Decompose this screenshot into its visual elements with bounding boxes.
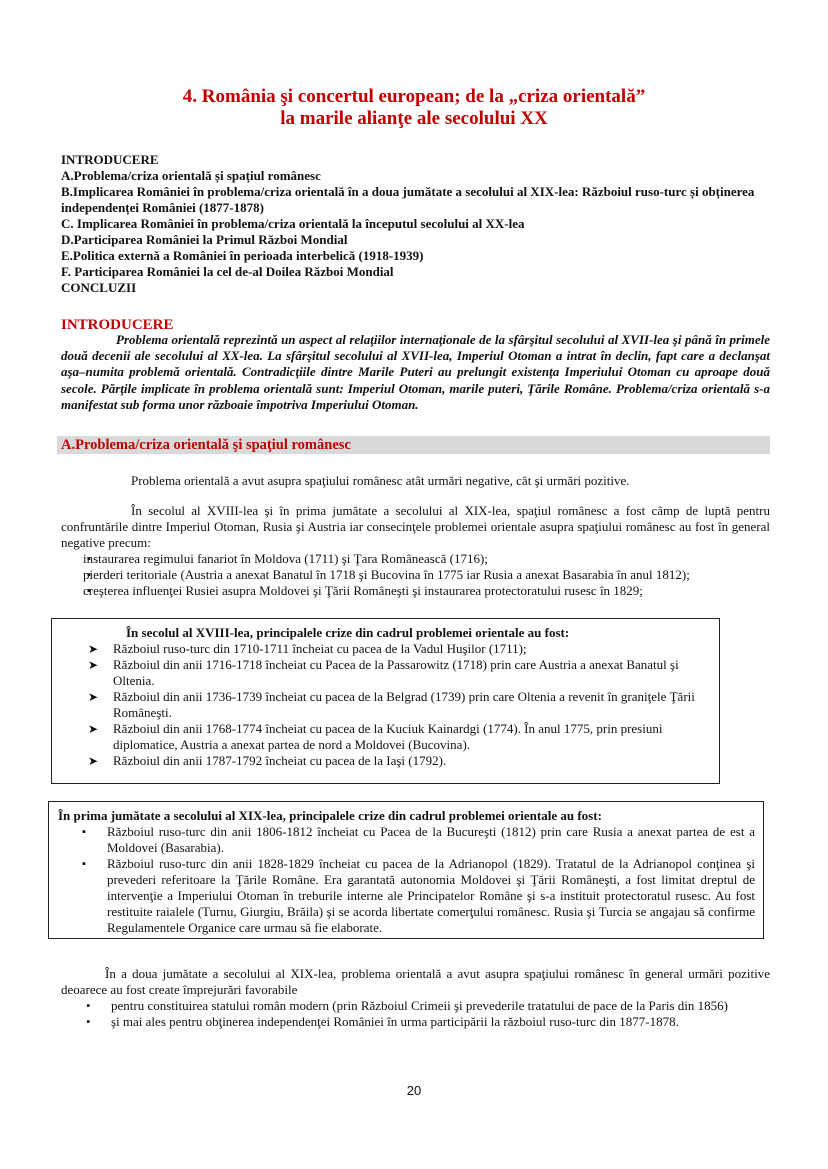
list-item-text: Războiul din anii 1716-1718 încheiat cu Pacea de la Passarowitz (1718) prin care Austria a anexat Banatul şi Oltenia.	[113, 657, 679, 688]
section-a-paragraph-1: Problema orientală a avut asupra spaţiului românesc atât urmări negative, cât şi urmări pozitive.	[131, 473, 630, 488]
list-item-text: Războiul ruso-turc din anii 1806-1812 încheiat cu Pacea de la Bucureşti (1812) prin care Rusia a anexat partea de est a Moldovei (Basarabia).	[107, 824, 755, 855]
dot-bullet-icon: •	[86, 1014, 91, 1029]
list-item-text: instaurarea regimului fanariot în Moldova (1711) şi Ţara Românească (1716);	[83, 551, 488, 566]
list-item	[80, 824, 755, 856]
introduction-paragraph: Problema orientală reprezintă un aspect al relaţiilor internaţionale de la sfârşitul secolului al XVII-lea şi până în primele două decenii ale secolului al XX-lea. La sfârşitul secolului al XVII-lea, Imperiul Otoman a intrat în declin, fapt care a declanşat aşa–numita problemă orientală. Contradicţiile dintre Marile Puteri au prelungit existenţa Imperiului Otoman cu aproape două secole. Părţile implicate în problema orientală sunt: Imperiul Otoman, marile puteri, Ţările Române. Problema/criza orientală s-a manifestat sub forma unor războaie împotriva Imperiului Otoman.	[61, 332, 770, 412]
box1-heading: În secolul al XVIII-lea, principalele crize din cadrul problemei orientale au fost:	[126, 625, 570, 640]
list-item-text: Războiul din anii 1787-1792 încheiat cu pacea de la Iaşi (1792).	[113, 753, 447, 768]
box2-heading: În prima jumătate a secolului al XIX-lea, principalele crize din cadrul problemei orientale au fost:	[58, 808, 602, 823]
list-item	[61, 567, 770, 583]
introduction-heading: INTRODUCERE	[61, 317, 174, 333]
toc-item: A.Problema/criza orientală și spațiul românesc	[61, 168, 321, 183]
toc-item: D.Participarea României la Primul Război Mondial	[61, 232, 348, 247]
list-item	[88, 753, 710, 769]
dot-bullet-icon: •	[86, 998, 91, 1013]
list-item-text: Războiul ruso-turc din anii 1828-1829 încheiat cu pacea de la Adrianopol (1829). Tratatul de la Adrianopol conţinea şi prevederi referitoare la Ţările Române. Era garantată autonomia Moldovei şi Ţării Româneşti, a fost limitat dreptul de intervenţie a Imperiului Otoman în treburile interne ale Principatelor Române şi s-a instituit protectoratul rusesc. Au fost restituite raialele (Turnu, Giurgiu, Brăila) şi se acorda libertate comerţului românesc. Rusia şi Turcia se angajau să confirme Regulamentele Organice care urmau să fie elaborate.	[107, 856, 755, 935]
toc-item: F. Participarea României la cel de-al Doilea Război Mondial	[61, 264, 394, 279]
toc-item: CONCLUZII	[61, 280, 137, 295]
list-item-text: Războiul din anii 1768-1774 încheiat cu pacea de la Kuciuk Kainardgi (1774). În anul 1775, prin presiuni diplomatice, Austria a anexat partea de nord a Moldovei (Bucovina).	[113, 721, 663, 752]
section-a-title: A.Problema/criza orientală şi spaţiul românesc	[61, 437, 351, 453]
square-bullet-icon: ▪	[82, 826, 86, 838]
arrow-bullet-icon: ➤	[88, 754, 99, 768]
square-bullet-icon: ▪	[82, 858, 86, 870]
table-of-contents	[61, 152, 771, 296]
list-item	[61, 583, 770, 599]
toc-item: B.Implicarea României în problema/criza orientală în a doua jumătate a secolului al XIX-lea: Războiul ruso-turc și obținerea independenței României (1877-1878)	[61, 184, 755, 215]
crises-18th-century-list	[88, 641, 710, 769]
second-half-19th-century-paragraph: În a doua jumătate a secolului al XIX-lea, problema orientală a avut asupra spaţiului românesc în general urmări pozitive deoarece au fost create împrejurări favorabile	[61, 966, 770, 997]
toc-item: E.Politica externă a României în perioada interbelică (1918-1939)	[61, 248, 424, 263]
arrow-bullet-icon: ➤	[88, 642, 99, 656]
list-item	[88, 689, 710, 721]
consequences-list	[61, 551, 770, 599]
list-item-text: Războiul ruso-turc din 1710-1711 încheiat cu pacea de la Vadul Huşilor (1711);	[113, 641, 527, 656]
list-item	[80, 998, 770, 1014]
list-item-text: pentru constituirea statului român modern (prin Războiul Crimeii şi prevederile tratatului de pace de la Paris din 1856)	[111, 998, 728, 1013]
toc-item: INTRODUCERE	[61, 152, 159, 167]
document-title-line2: la marile alianţe ale secolului XX	[280, 108, 548, 129]
list-item	[88, 641, 710, 657]
list-item	[80, 1014, 770, 1030]
arrow-bullet-icon: ➤	[88, 690, 99, 704]
list-item-text: Războiul din anii 1736-1739 încheiat cu pacea de la Belgrad (1739) prin care Oltenia a revenit în graniţele Ţării Româneşti.	[113, 689, 695, 720]
list-item	[61, 551, 770, 567]
positive-consequences-list	[80, 998, 770, 1030]
page-number: 20	[406, 1083, 422, 1098]
list-item-text: pierderi teritoriale (Austria a anexat Banatul în 1718 şi Bucovina în 1775 iar Rusia a anexat Basarabia în anul 1812);	[83, 567, 690, 582]
document-title-line1: 4. România şi concertul european; de la „criza orientală”	[182, 86, 646, 107]
toc-item: C. Implicarea României în problema/criza orientală la începutul secolului al XX-lea	[61, 216, 525, 231]
list-item	[88, 721, 710, 753]
list-item	[80, 856, 755, 936]
list-item-text: şi mai ales pentru obţinerea independenţei României în urma participării la războiul ruso-turc din 1877-1878.	[111, 1014, 679, 1029]
list-item-text: creşterea influenţei Rusiei asupra Moldovei şi Ţării Româneşti şi instaurarea protectoratului rusesc în 1829;	[83, 583, 643, 598]
crises-19th-century-list	[80, 824, 755, 936]
arrow-bullet-icon: ➤	[88, 658, 99, 672]
section-a-paragraph-2: În secolul al XVIII-lea şi în prima jumătate a secolului al XIX-lea, spaţiul românesc a fost câmp de luptă pentru confruntările dintre Imperiul Otoman, Rusia şi Austria iar consecinţele problemei orientale asupra spaţiului românesc au fost în general negative precum:	[61, 503, 770, 550]
arrow-bullet-icon: ➤	[88, 722, 99, 736]
list-item	[88, 657, 710, 689]
